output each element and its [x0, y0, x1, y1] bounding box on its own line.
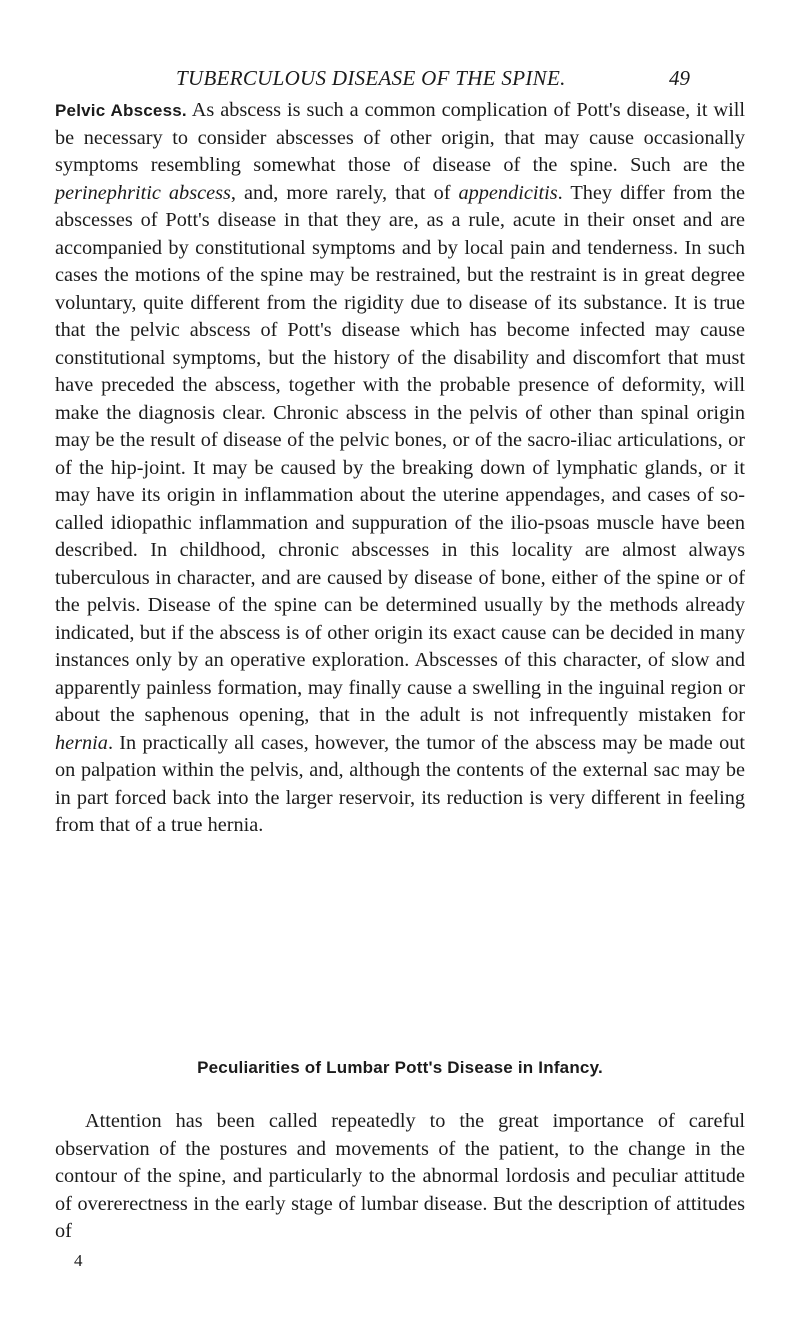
section-lumbar-infancy [55, 1108, 745, 1246]
emphasis-term: hernia [55, 731, 108, 754]
signature-mark: 4 [74, 1251, 83, 1270]
text-segment: As abscess is such a common complication of Pott's disease, it will be necessary to consider abscesses of other origin, that may cause occasionally symptoms resembling somewhat those of disease of the spine. Such are the [55, 99, 745, 176]
emphasis-term: appendicitis [458, 181, 558, 204]
running-title: TUBERCULOUS DISEASE OF THE SPINE. [176, 66, 566, 90]
text-segment: . In practically all cases, however, the tumor of the abscess may be made out on palpation within the pelvis, and, although the contents of the external sac may be in part forced back into the larger reservoir, its reduction is very different in feeling from that of a true hernia. [55, 731, 745, 836]
section-heading: Peculiarities of Lumbar Pott's Disease in Infancy. [197, 1058, 603, 1077]
paragraph: Attention has been called repeatedly to the great importance of careful observation of the postures and movements of the patient, to the change in the contour of the spine, and particularly to the abnormal lordosis and peculiar attitude of overerectness in the early stage of lumbar disease. But the description of attitudes of [55, 1110, 745, 1242]
text-segment: . They differ from the abscesses of Pott's disease in that they are, as a rule, acute in their onset and are accompanied by constitutional symptoms and by local pain and tenderness. In such cases the motions of the spine may be restrained, but the restraint is in great degree voluntary, quite different from the rigidity due to disease of its substance. It is true that the pelvic abscess of Pott's disease which has become infected may cause constitutional symptoms, but the history of the disability and discomfort that must have preceded the abscess, together with the probable presence of deformity, will make the diagnosis clear. Chronic abscess in the pelvis of other than spinal origin may be the result of disease of the pelvic bones, or of the sacro-iliac articulations, or of the hip-joint. It may be caused by the breaking down of lymphatic glands, or it may have its origin in inflammation about the uterine appendages, and cases of so-called idiopathic inflammation and suppuration of the ilio-psoas muscle have been described. In childhood, chronic abscesses in this locality are almost always tuberculous in character, and are caused by disease of bone, either of the spine or of the pelvis. Disease of the spine can be determined usually by the methods already indicated, but if the abscess is of other origin its exact cause can be decided in many instances only by an operative exploration. Abscesses of this character, of slow and apparently painless formation, may finally cause a swelling in the inguinal region or about the saphenous opening, that in the adult is not infrequently mistaken for [55, 181, 745, 726]
section-pelvic-abscess [55, 97, 745, 840]
page-number: 49 [669, 66, 690, 90]
text-segment: , and, more rarely, that of [230, 181, 459, 204]
paragraph-lead-heading: Pelvic Abscess. [55, 101, 187, 120]
paragraph [55, 97, 745, 840]
emphasis-term: perinephritic abscess [55, 181, 231, 204]
